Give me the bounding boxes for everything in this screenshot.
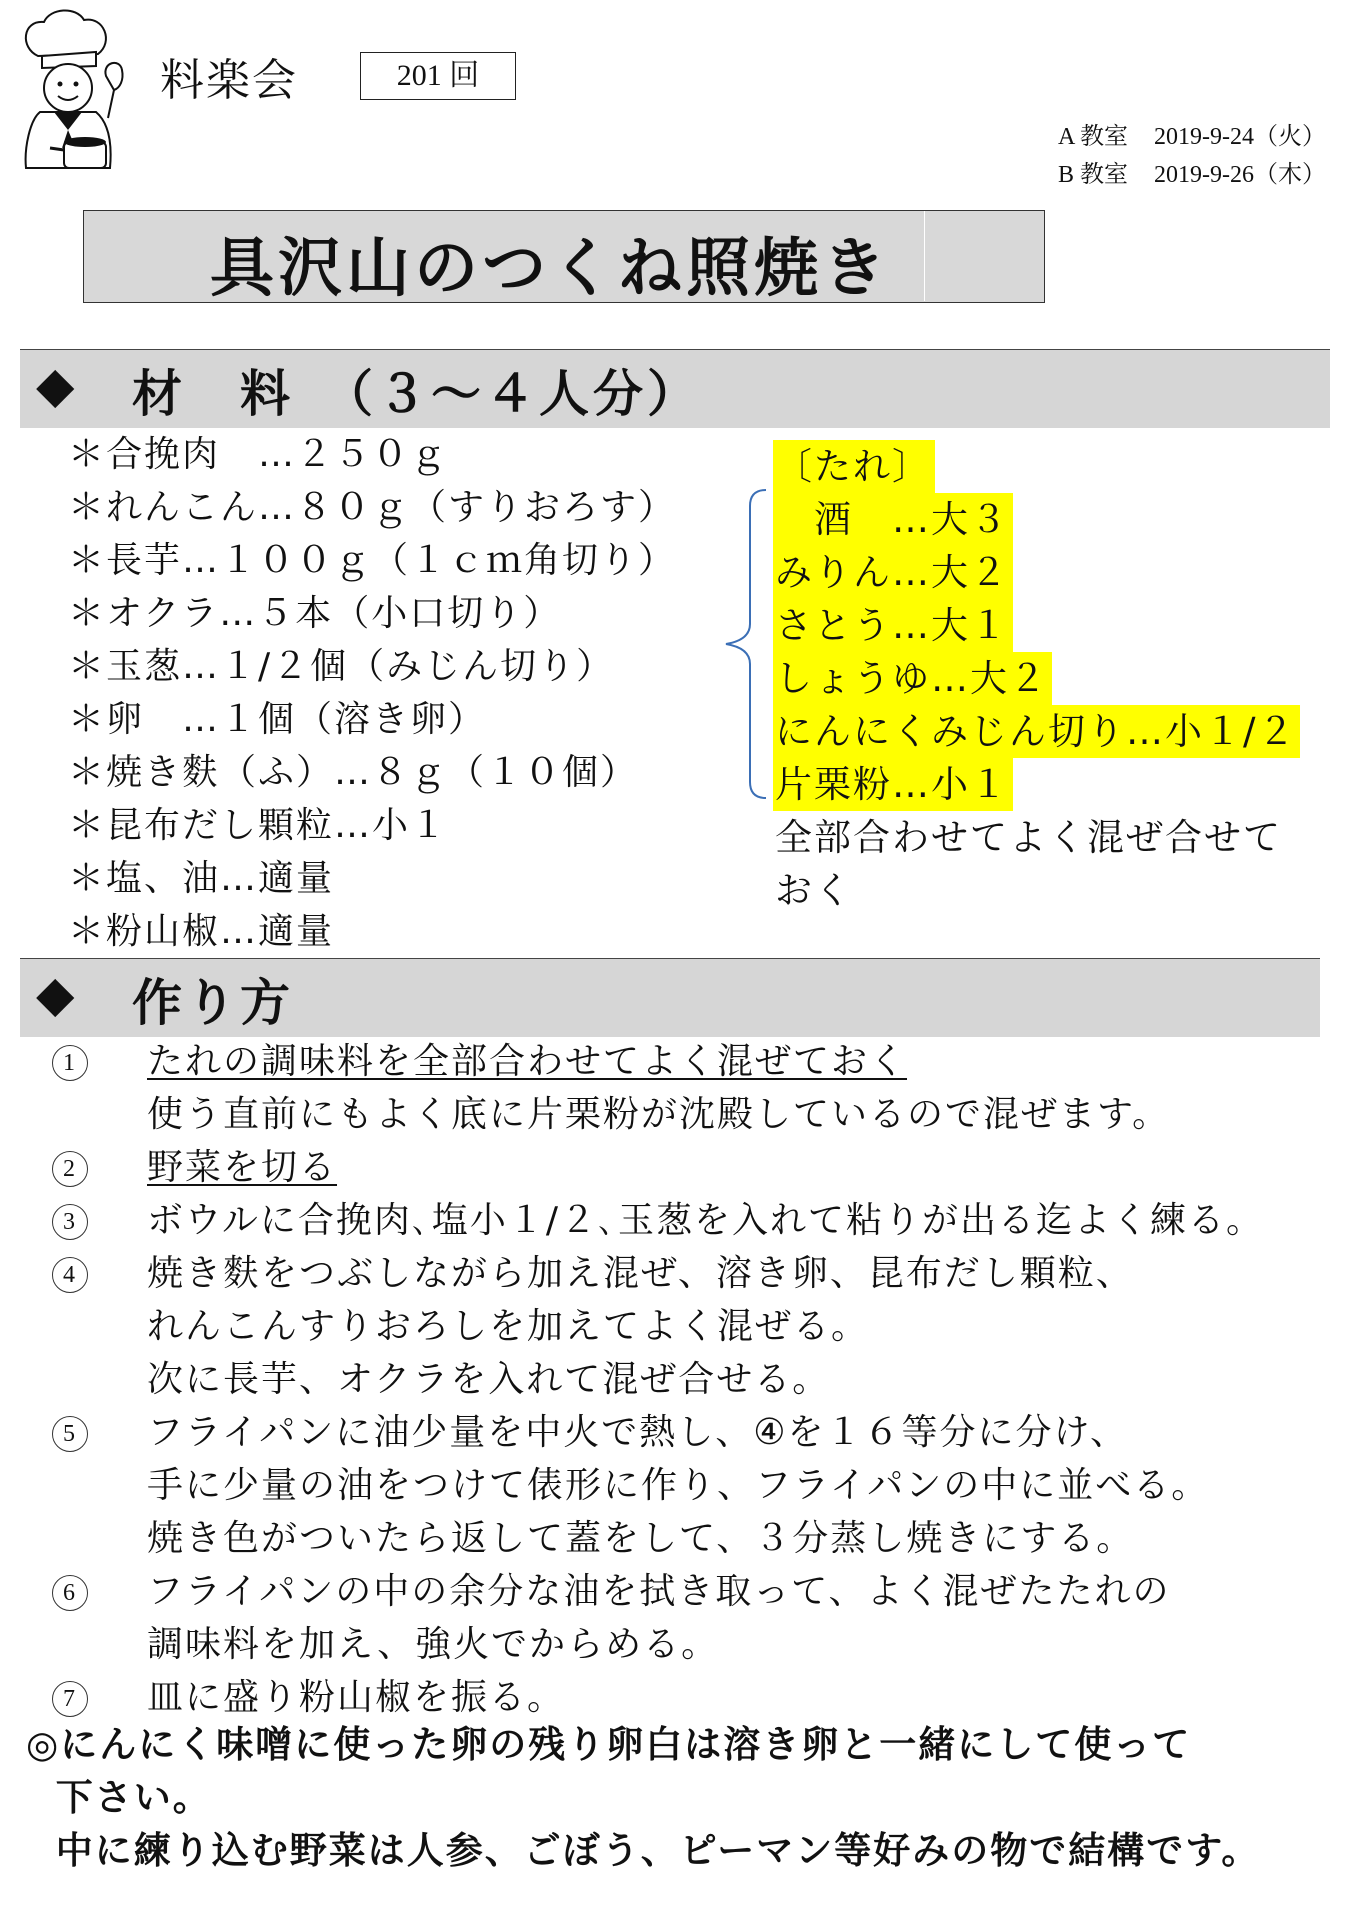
section-label: 作り方 [132, 974, 294, 1032]
step-4 [52, 1247, 1264, 1406]
sauce-note: おく [775, 869, 853, 912]
ingredient-item: ＊合挽肉 …２５０ｇ [68, 434, 449, 475]
step-text: 手に少量の油をつけて俵形に作り、フライパンの中に並べる。 [147, 1465, 1210, 1506]
class-date-b [1058, 156, 1326, 194]
class-dates [1058, 118, 1326, 194]
note-line: ◎にんにく味噌に使った卵の残り卵白は溶き卵と一緒にして使って [26, 1723, 1192, 1766]
step-text: 調味料を加え、強火でからめる。 [147, 1624, 720, 1665]
step-text: 焼き麩をつぶしながら加え混ぜ、溶き卵、昆布だし顆粒、 [147, 1253, 1134, 1294]
ingredient-item: ＊玉葱…１/２個（みじん切り） [68, 646, 615, 687]
step-number: 6 [52, 1575, 88, 1611]
step-number: 4 [52, 1257, 88, 1293]
sauce-item: しょうゆ…大２ [773, 652, 1052, 705]
notes [26, 1718, 1260, 1877]
recipe-title: 具沢山のつくね照焼き [210, 232, 890, 306]
step-2 [52, 1141, 1264, 1194]
step-1 [52, 1035, 1264, 1141]
club-name: 料楽会 [160, 56, 298, 105]
ingredient-list [68, 428, 676, 958]
ingredient-item: ＊焼き麩（ふ）…８ｇ（１０個） [68, 752, 639, 793]
class-date-a [1058, 118, 1326, 156]
step-heading: たれの調味料を全部合わせてよく混ぜておく [147, 1041, 908, 1082]
step-text: 焼き色がついたら返して蓋をして、３分蒸し焼きにする。 [147, 1518, 1135, 1559]
ingredient-item: ＊れんこん…８０ｇ（すりおろす） [68, 487, 677, 528]
step-number: 5 [52, 1416, 88, 1452]
step-3 [52, 1194, 1264, 1247]
method-section-header [20, 958, 1320, 1037]
sauce-item: 酒 …大３ [773, 493, 1013, 546]
note-line: 下さい。 [26, 1776, 212, 1819]
room-label: A 教室 [1058, 124, 1129, 150]
step-5 [52, 1406, 1264, 1565]
step-heading: 野菜を切る [147, 1147, 338, 1188]
section-label: 材 料 （３～４人分） [132, 365, 701, 423]
ingredient-item: ＊昆布だし顆粒…小１ [68, 805, 449, 846]
brace-icon [720, 488, 770, 800]
ingredient-item: ＊塩、油…適量 [68, 858, 335, 899]
step-text: フライパンの中の余分な油を拭き取って、よく混ぜたたれの [147, 1571, 1171, 1612]
step-text: 皿に盛り粉山椒を振る。 [147, 1677, 566, 1718]
step-text: 使う直前にもよく底に片栗粉が沈殿しているので混ぜます。 [147, 1094, 1171, 1135]
step-number: 7 [52, 1681, 88, 1717]
step-number: 1 [52, 1045, 88, 1081]
sauce-item: 片栗粉…小１ [773, 758, 1013, 811]
date-label: 2019-9-26（木） [1154, 162, 1326, 188]
date-label: 2019-9-24（火） [1154, 124, 1326, 150]
sauce-heading: 〔たれ〕 [773, 440, 935, 493]
step-text: 次に長芋、オクラを入れて混ぜ合せる。 [147, 1359, 831, 1400]
sauce-item: みりん…大２ [773, 546, 1013, 599]
sauce-block [773, 440, 1300, 917]
title-box [83, 210, 1045, 306]
session-number: 201 回 [360, 52, 516, 100]
diamond-icon: ◆ [36, 356, 75, 414]
step-text: れんこんすりおろしを加えてよく混ぜる。 [147, 1306, 870, 1347]
step-number: 3 [52, 1204, 88, 1240]
step-list [52, 1035, 1264, 1724]
step-text: ボウルに合挽肉､塩小１/２､玉葱を入れて粘りが出る迄よく練る。 [147, 1200, 1265, 1241]
note-line: 中に練り込む野菜は人参、ごぼう、ピーマン等好みの物で結構です。 [26, 1829, 1261, 1872]
ingredient-item: ＊卵 …１個（溶き卵） [68, 699, 487, 740]
ingredient-item: ＊長芋…１００ｇ（１ｃｍ角切り） [68, 540, 677, 581]
ingredient-item: ＊オクラ…５本（小口切り） [68, 593, 562, 634]
chef-logo-icon [10, 8, 130, 183]
step-text: フライパンに油少量を中火で熱し、④を１６等分に分け、 [147, 1412, 1129, 1453]
sauce-item: さとう…大１ [773, 599, 1013, 652]
step-6 [52, 1565, 1264, 1671]
ingredient-item: ＊粉山椒…適量 [68, 911, 335, 952]
step-number: 2 [52, 1151, 88, 1187]
step-7 [52, 1671, 1264, 1724]
room-label: B 教室 [1058, 162, 1129, 188]
sauce-item: にんにくみじん切り…小１/２ [773, 705, 1300, 758]
diamond-icon: ◆ [36, 965, 75, 1023]
ingredients-section-header [20, 349, 1330, 428]
sauce-note: 全部合わせてよく混ぜ合せて [775, 816, 1282, 859]
